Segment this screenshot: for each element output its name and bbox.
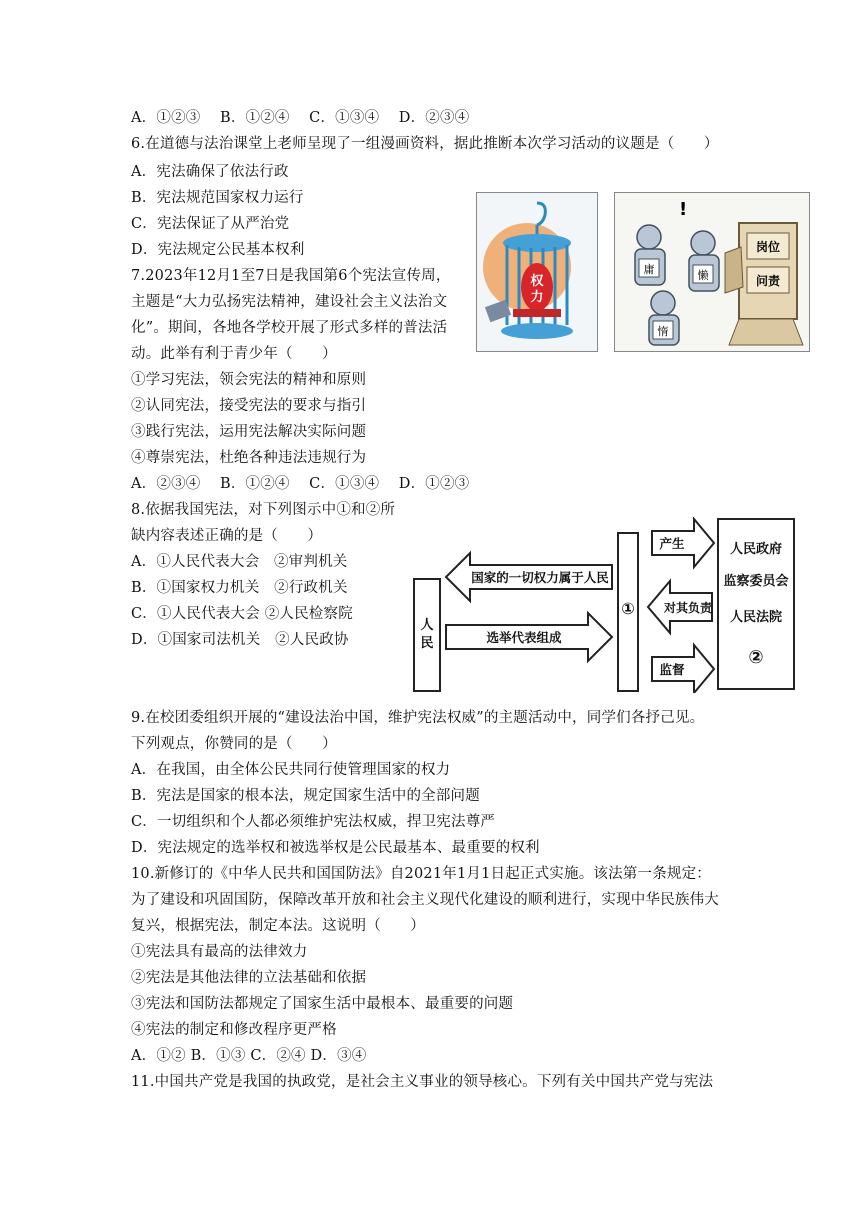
q9-stem-2: 下列观点，你赞同的是（ ） — [131, 736, 337, 752]
cage-label-2: 力 — [530, 290, 544, 305]
accountability-illustration — [615, 193, 809, 351]
cage-illustration — [477, 193, 597, 351]
q7-stem-1: 7.2023年12月1至7日是我国第6个宪法宣传周， — [131, 268, 451, 284]
state-structure-diagram — [412, 517, 796, 693]
q10-item-2: ②宪法是其他法律的立法基础和依据 — [131, 970, 367, 986]
q9-option-c: C．一切组织和个人都必须维护宪法权威，捍卫宪法尊严 — [131, 814, 496, 830]
supervise-label: 监督 — [659, 662, 685, 677]
q7-stem-3: 化”。期间，各地各学校开展了形式多样的普法活 — [131, 320, 448, 336]
q8-option-a: A．①人民代表大会 ②审判机关 — [131, 554, 348, 570]
q9-option-d: D．宪法规定的选举权和被选举权是公民最基本、最重要的权利 — [131, 840, 540, 856]
q8-option-c: C．①人民代表大会 ②人民检察院 — [131, 606, 353, 622]
arrow-top-text: 国家的一切权力属于人民 — [471, 570, 609, 585]
q6-option-d: D．宪法规定公民基本权利 — [131, 242, 305, 258]
q7-item-4: ④尊崇宪法，杜绝各种违法违规行为 — [131, 450, 367, 466]
arrow-bottom-text: 选举代表组成 — [486, 630, 562, 645]
box-line-3: 人民法院 — [729, 610, 783, 625]
q8-option-d: D．①国家司法机关 ②人民政协 — [131, 632, 349, 648]
q6-option-c: C．宪法保证了从严治党 — [131, 216, 290, 232]
cage-label-1: 权 — [530, 274, 544, 289]
box-line-1: 人民政府 — [729, 542, 783, 557]
q8-option-b: B．①国家权力机关 ②行政机关 — [131, 580, 348, 596]
center-label: ① — [621, 599, 635, 618]
people-label-1: 人 — [420, 618, 434, 633]
q7-item-3: ③践行宪法，运用宪法解决实际问题 — [131, 424, 367, 440]
sign-bottom-text: 问责 — [755, 274, 781, 288]
badge-2-text: 懒 — [697, 269, 709, 282]
q9-option-b: B．宪法是国家的根本法，规定国家生活中的全部问题 — [131, 788, 480, 804]
q7-item-1: ①学习宪法，领会宪法的精神和原则 — [131, 372, 367, 388]
sign-top-text: 岗位 — [755, 240, 781, 254]
q5-options: A．①②③ B．①②④ C．①③④ D．②③④ — [131, 110, 470, 126]
q10-options: A．①② B．①③ C．②④ D．③④ — [131, 1048, 367, 1064]
q7-stem-4: 动。此举有利于青少年（ ） — [131, 346, 337, 362]
responsible-label: 对其负责 — [663, 601, 713, 615]
q6-option-b: B．宪法规范国家权力运行 — [131, 190, 304, 206]
q6-option-a: A．宪法确保了依法行政 — [131, 164, 289, 180]
cartoon-power-cage — [476, 192, 598, 352]
q10-stem-3: 复兴，根据宪法，制定本法。这说明（ ） — [131, 918, 425, 934]
q9-option-a: A．在我国，由全体公民共同行使管理国家的权力 — [131, 762, 451, 778]
cartoon-accountability — [614, 192, 810, 352]
q9-stem-1: 9.在校团委组织开展的“建设法治中国，维护宪法权威”的主题活动中，同学们各抒己见。 — [131, 710, 705, 726]
q7-stem-2: 主题是“大力弘扬宪法精神，建设社会主义法治文 — [131, 294, 448, 310]
q11-stem: 11.中国共产党是我国的执政党，是社会主义事业的领导核心。下列有关中国共产党与宪法 — [131, 1074, 714, 1090]
badge-1-text: 庸 — [643, 263, 655, 276]
q10-item-3: ③宪法和国防法都规定了国家生活中最根本、最重要的问题 — [131, 996, 514, 1012]
people-label-2: 民 — [420, 636, 434, 651]
q10-item-4: ④宪法的制定和修改程序更严格 — [131, 1022, 337, 1038]
q7-item-2: ②认同宪法，接受宪法的要求与指引 — [131, 398, 367, 414]
badge-3-text: 惰 — [657, 325, 669, 338]
produce-label: 产生 — [659, 536, 685, 551]
exclaim-mark: ! — [679, 199, 688, 220]
q10-stem-1: 10.新修订的《中华人民共和国国防法》自2021年1月1日起正式实施。该法第一条规定： — [131, 866, 712, 882]
box-line-4: ② — [748, 647, 764, 668]
q10-item-1: ①宪法具有最高的法律效力 — [131, 944, 308, 960]
q6-stem: 6.在道德与法治课堂上老师呈现了一组漫画资料，据此推断本次学习活动的议题是（ ） — [131, 136, 719, 152]
q10-stem-2: 为了建设和巩固国防，保障改革开放和社会主义现代化建设的顺利进行，实现中华民族伟大 — [131, 892, 719, 908]
box-line-2: 监察委员会 — [723, 574, 789, 589]
q8-stem-1: 8.依据我国宪法，对下列图示中①和②所 — [131, 502, 396, 518]
q7-options: A．②③④ B．①②④ C．①③④ D．①②③ — [131, 476, 470, 492]
people-box — [414, 579, 440, 691]
q8-stem-2: 缺内容表述正确的是（ ） — [131, 528, 323, 544]
